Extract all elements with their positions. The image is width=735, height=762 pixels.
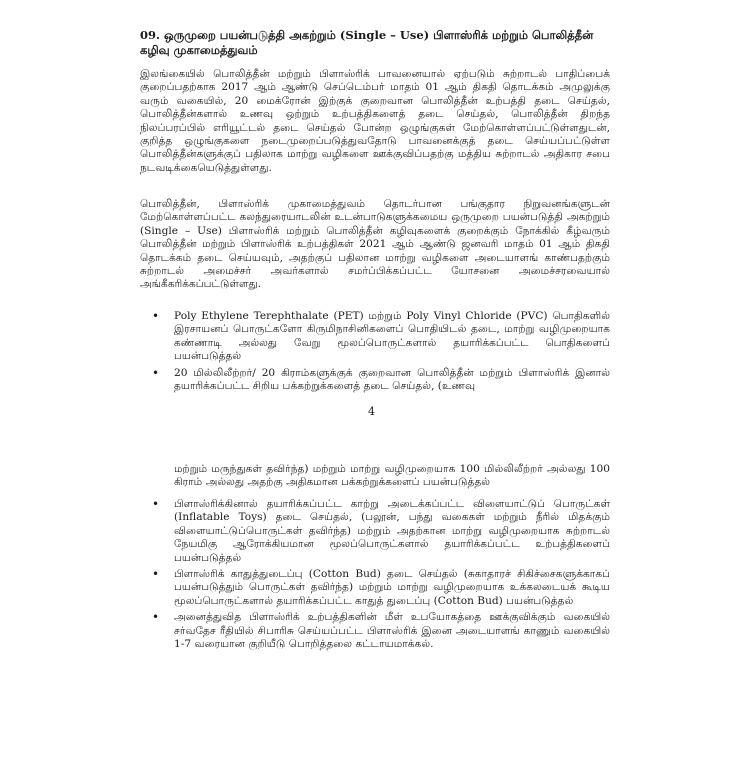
list-item-text: அனைத்துவித பிளாஸ்ரிக் உற்பத்திகளின் மீள் உபயோகத்தை ஊக்குவிக்கும் வகையில் சர்வதேச ரீதியில் சிபாரிசு செய்யப்பட்ட பிளாஸ்ரிக் இனை அடையாளங் காணும் வகையில் 1-7 வரையான குறியீடு பொறித்தலை கட்டாயமாக்கல்.: [174, 611, 610, 651]
bullet-list-top: [140, 310, 610, 396]
list-item: [140, 367, 610, 394]
list-item: [140, 568, 610, 608]
list-item: [140, 310, 610, 364]
bullet-icon: •: [152, 309, 160, 323]
bullet-icon: •: [152, 497, 160, 511]
list-item-text: பிளாஸ்ரிக்கினால் தயாரிக்கப்பட்ட காற்று அடைக்கப்பட்ட விளையாட்டுப் பொருட்கள் (Inflatable Toys) தடை செய்தல், (பலூன், பந்து வகைகள் மற்றும் நீரில் மிதக்கும் விளையாட்டுப்பொருட்கள் தவிர்ந்த) மற்றும் அதற்கான மாற்று வழிமுறையாக சுற்றாடல் நேயமிகு ஆரோக்கியமான மூலப்பொருட்களால் தயாரிக்கப்பட்ட உற்பத்திகளைப் பயன்படுத்தல்: [174, 498, 610, 564]
section-heading: 09. ஒருமுறை பயன்படுத்தி அகற்றும் (Single – Use) பிளாஸ்ரிக் மற்றும் பொலித்தீன் கழிவு முகாமைத்துவம்: [140, 28, 594, 57]
list-item-text: பிளாஸ்ரிக் காதுத்துடைப்பு (Cotton Bud) தடை செய்தல் (சுகாதாரச் சிகிச்சைகளுக்காகப் பயன்படுத்தும் பொருட்கள் தவிர்ந்த) மற்றும் மாற்று வழிமுறையாக உக்கலடையக் கூடிய மூலப்பொருட்களால் தயாரிக்கப்பட்ட காதுத் துடைப்பு (Cotton Bud) பயன்படுத்தல்: [174, 568, 610, 607]
list-item-text: Poly Ethylene Terephthalate (PET) மற்றும் Poly Vinyl Chloride (PVC) பொதிகளில் இரசாயனப் பொருட்களோ கிருமிநாசினிகளைப் பொதியிடல் தடை, மாற்று வழிமுறையாக கண்ணாடி அல்லது வேறு மூலப்பொருட்களால் தயாரிக்கப்பட்ட பொதிகளைப் பயன்படுத்தல்: [174, 310, 610, 363]
bullet-icon: •: [152, 567, 160, 582]
bullet-icon: •: [152, 365, 160, 380]
bullet-icon: •: [152, 610, 160, 625]
page-number: 4: [368, 405, 375, 418]
paragraph-2: பொலித்தீன், பிளாஸ்ரிக் முகாமைத்துவம் தொடர்பான பங்குதார நிறுவனங்களுடன் மேற்கொள்ளப்பட்ட கலந்துரையாடலின் உடன்பாடுகளுக்கமைய ஒருமுறை பயன்படுத்தி அகற்றும் (Single – Use) பிளாஸ்ரிக் மற்றும் பொலித்தீன் கழிவுகளைக் குறைக்கும் நோக்கில் கீழ்வரும் பொலித்தீன் மற்றும் பிளாஸ்ரிக் உற்பத்திகள் 2021 ஆம் ஆண்டு ஜனவரி மாதம் 01 ஆம் திகதி தொடக்கம் தடை செய்யவும், அதற்குப் பதிலான மாற்று வழிகளை அடையாளங் காண்பதற்கும் சுற்றாடல் அமைச்சர் அவர்களால் சமர்ப்பிக்கப்பட்ட யோசனை அமைச்சரவையால் அங்கீகரிக்கப்பட்டுள்ளது.: [140, 198, 610, 291]
list-item-text: 20 மில்லிலீற்றர்/ 20 கிராம்களுக்குக் குறைவான பொலித்தீன் மற்றும் பிளாஸ்ரிக் இனால் தயாரிக்கப்பட்ட சிறிய பக்கற்றுக்களைத் தடை செய்தல், (உணவு: [174, 366, 610, 393]
paragraph-1: இலங்கையில் பொலித்தீன் மற்றும் பிளாஸ்ரிக் பாவனையால் ஏற்படும் சுற்றாடல் பாதிப்பைக் குறைப்பதற்காக 2017 ஆம் ஆண்டு செப்டெம்பர் மாதம் 01 ஆம் திகதி தொடக்கம் அமுலுக்கு வரும் வகையில், 20 மைக்ரோன் இற்குக் குறைவான பொலித்தீன் உற்பத்தி தடை செய்தல், பொலித்தீன்களால் உணவு ஒற்றும் உற்பத்திகளைத் தடை செய்தல், பொலித்தீன் திறந்த நிலப்பரப்பில் எரியூட்டல் தடை செய்தல் போன்ற ஒழுங்குகள் மேற்கொள்ளப்பட்டுள்ளதுடன், குறித்த ஒழுங்குகளை நடைமுறைப்படுத்துவதோடு பாவனைக்குத் தடை செய்யப்பட்டுள்ள பொலித்தீன்களுக்குப் பதிலாக மாற்று வழிகளை ஊக்குவிப்பதற்கு மத்திய சுற்றாடல் அதிகார சபை நடவடிக்கையெடுத்துள்ளது.: [140, 68, 610, 174]
list-item: [140, 611, 610, 651]
continuation-text: மற்றும் மருந்துகள் தவிர்ந்த) மற்றும் மாற்று வழிமுறையாக 100 மில்லிலீற்றர் அல்லது 100 கிராம் அல்லது அதற்கு அதிகமான பக்கற்றுக்களைப் பயன்படுத்தல்: [174, 463, 610, 489]
bullet-list-bottom: [140, 498, 610, 654]
list-item: [140, 498, 610, 565]
